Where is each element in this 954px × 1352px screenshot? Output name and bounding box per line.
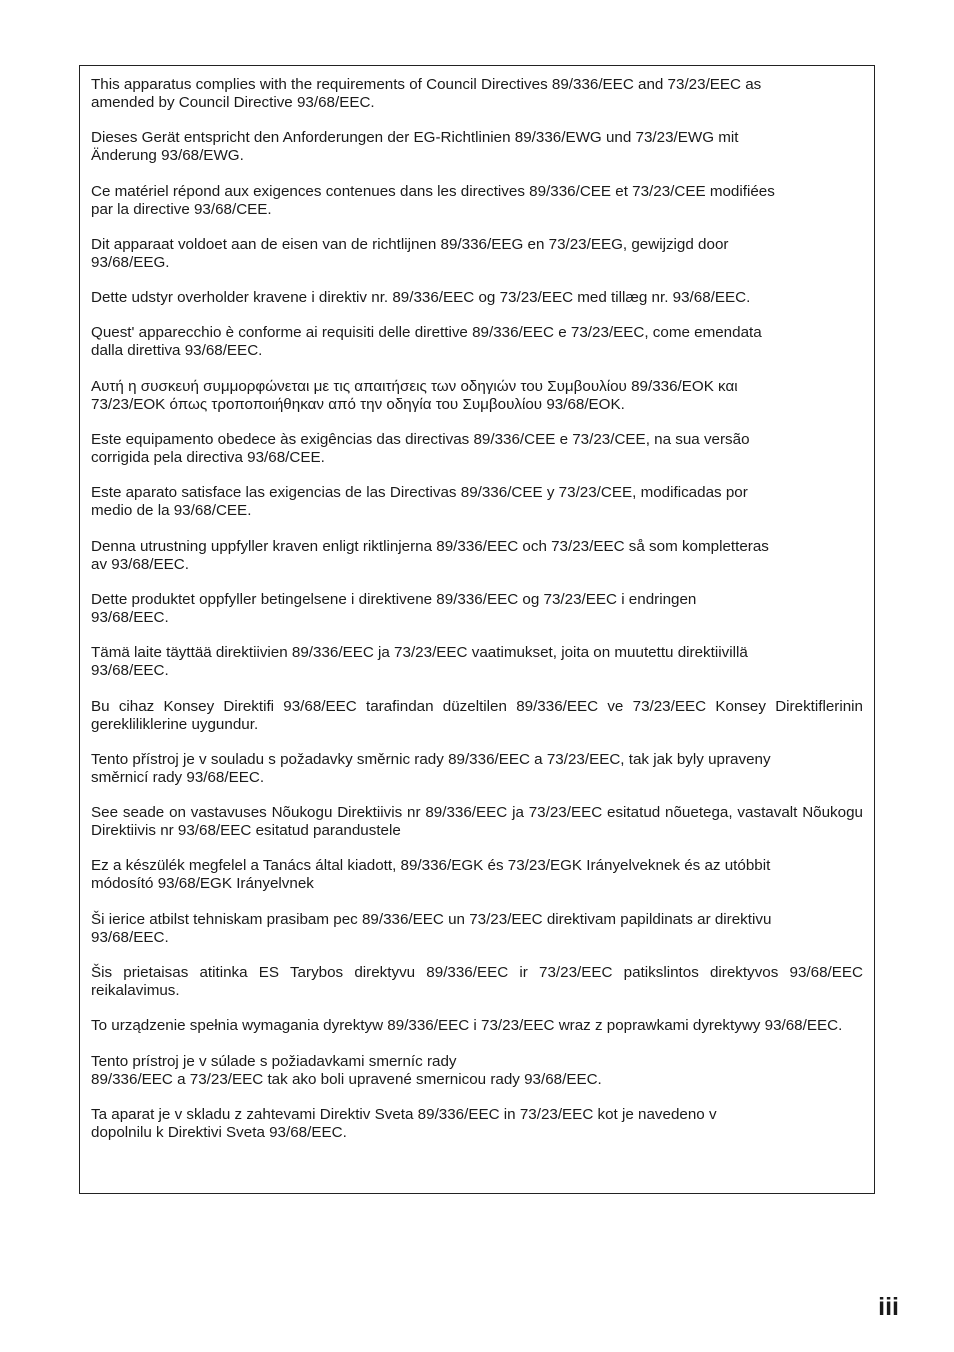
statement-pt: Este equipamento obedece às exigências das directivas 89/336/CEE e 73/23/CEE, na sua versão corrigida pela directiva 93/68/CEE.: [91, 431, 750, 467]
statement-es: Este aparato satisface las exigencias de las Directivas 89/336/CEE y 73/23/CEE, modificadas por medio de la 93/68/CEE.: [91, 484, 748, 520]
statement-fi: Tämä laite täyttää direktiivien 89/336/EEC ja 73/23/EEC vaatimukset, joita on muutettu direktiivillä 93/68/EEC.: [91, 644, 748, 680]
statement-en: This apparatus complies with the requirements of Council Directives 89/336/EEC and 73/23/EEC as amended by Council Directive 93/68/EEC.: [91, 76, 762, 111]
page-number: iii: [878, 1293, 899, 1321]
statement-sk: Tento prístroj je v súlade s požiadavkami smerníc rady 89/336/EEC a 73/23/EEC tak ako boli upravené smernicou rady 93/68/EEC.: [91, 1052, 602, 1088]
statement-it: Quest' apparecchio è conforme ai requisiti delle direttive 89/336/EEC e 73/23/EEC, come emendata dalla direttiva 93/68/EEC.: [91, 324, 762, 360]
statement-fr: Ce matériel répond aux exigences contenues dans les directives 89/336/CEE et 73/23/CEE modifiées par la directive 93/68/CEE.: [91, 182, 775, 218]
statement-lv: Ši ierice atbilst tehniskam prasibam pec 89/336/EEC un 73/23/EEC direktivam papildinats ar direktivu 93/68/EEC.: [91, 910, 772, 946]
statement-cs: Tento přístroj je v souladu s požadavky směrnic rady 89/336/EEC a 73/23/EEC, tak jak byly upraveny směrnicí rady 93/68/EEC.: [91, 750, 771, 786]
compliance-notice-box: [79, 65, 875, 1194]
statement-da: Dette udstyr overholder kravene i direktiv nr. 89/336/EEC og 73/23/EEC med tillæg nr. 93/68/EEC.: [91, 289, 751, 307]
statement-pl: To urządzenie spełnia wymagania dyrektyw 89/336/EEC i 73/23/EEC wraz z poprawkami dyrektywy 93/68/EEC.: [91, 1017, 843, 1035]
statement-de: Dieses Gerät entspricht den Anforderungen der EG-Richtlinien 89/336/EWG und 73/23/EWG mit Änderung 93/68/EWG.: [91, 129, 739, 165]
statement-tr: Bu cihaz Konsey Direktifi 93/68/EEC tarafindan düzeltilen 89/336/EEC ve 73/23/EEC Konsey Direktiflerinin gerekliliklerine uygundur.: [91, 697, 863, 733]
statement-nl: Dit apparaat voldoet aan de eisen van de richtlijnen 89/336/EEG en 73/23/EEG, gewijzigd door 93/68/EEG.: [91, 235, 729, 271]
statement-sv: Denna utrustning uppfyller kraven enligt riktlinjerna 89/336/EEC och 73/23/EEC så som kompletteras av 93/68/EEC.: [91, 537, 769, 573]
statement-hu: Ez a készülék megfelel a Tanács által kiadott, 89/336/EGK és 73/23/EGK Irányelveknek és az utóbbit módosító 93/68/EGK Irányelvnek: [91, 857, 771, 893]
statement-el: Αυτή η συσκευή συμμορφώνεται με τις απαιτήσεις των οδηγιών του Συμβουλίου 89/336/ΕΟΚ και 73/23/ΕΟΚ όπως τροποποιήθηκαν από την οδηγία του Συμβουλίου 93/68/ΕΟΚ.: [91, 377, 738, 413]
statement-et: See seade on vastavuses Nõukogu Direktiivis nr 89/336/EEC ja 73/23/EEC esitatud nõuetega, vastavalt Nõukogu Direktiivis nr 93/68/EEC esitatud parandustele: [91, 804, 863, 840]
statement-sl: Ta aparat je v skladu z zahtevami Direktiv Sveta 89/336/EEC in 73/23/EEC kot je navedeno v dopolnilu k Direktivi Sveta 93/68/EEC.: [91, 1105, 717, 1141]
statement-lt: Šis prietaisas atitinka ES Tarybos direktyvu 89/336/EEC ir 73/23/EEC patikslintos direktyvos 93/68/EEC reikalavimus.: [91, 964, 863, 1000]
statement-no: Dette produktet oppfyller betingelsene i direktivene 89/336/EEC og 73/23/EEC i endringen 93/68/EEC.: [91, 590, 697, 626]
